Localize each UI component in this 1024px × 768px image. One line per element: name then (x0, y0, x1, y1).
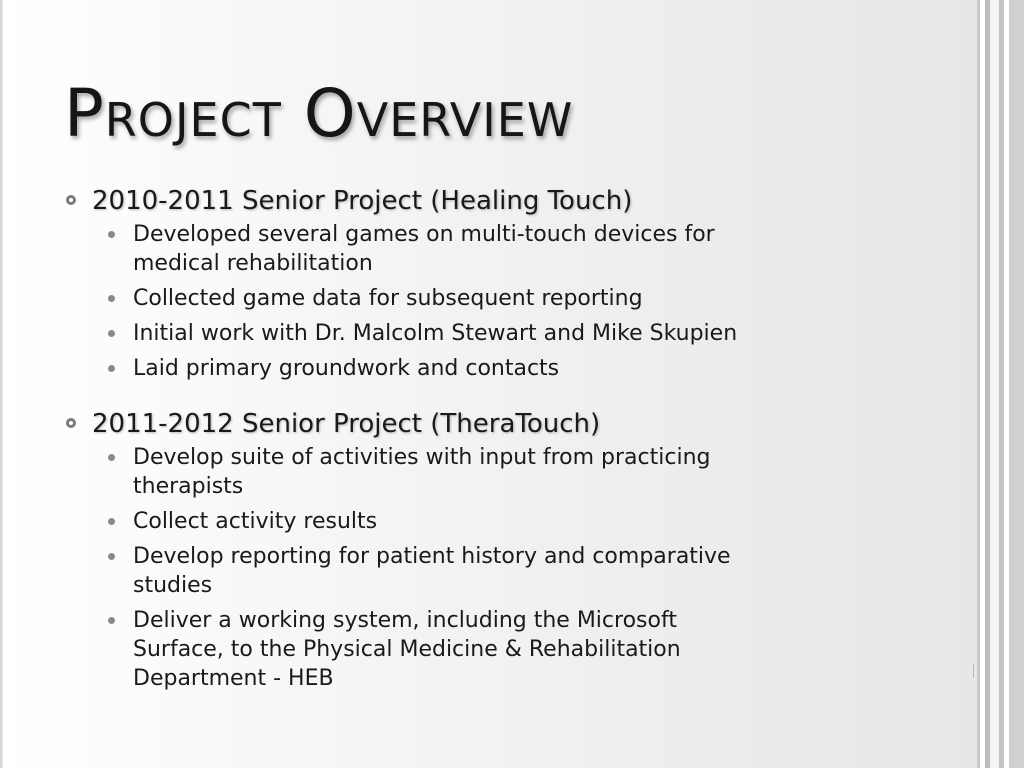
level2-list (64, 220, 864, 383)
filled-dot-bullet-icon (108, 365, 115, 372)
filled-dot-bullet-icon (108, 330, 115, 337)
bullet-text-line: therapists (133, 474, 244, 499)
level1-bullet (64, 407, 864, 441)
filled-dot-bullet-icon (108, 553, 115, 560)
frame-stripe (1009, 0, 1024, 768)
level2-bullet (64, 507, 864, 536)
bullet-section (64, 184, 864, 383)
bullet-text-line: Initial work with Dr. Malcolm Stewart and Mike Skupien (133, 321, 738, 346)
level2-bullet (64, 443, 864, 501)
level2-bullet (64, 319, 864, 348)
filled-dot-bullet-icon (108, 231, 115, 238)
section-heading: 2010-2011 Senior Project (Healing Touch) (92, 186, 633, 216)
frame-tick-mark (973, 664, 974, 678)
level2-bullet (64, 284, 864, 313)
filled-dot-bullet-icon (108, 454, 115, 461)
bullet-text-line: Collected game data for subsequent reporting (133, 286, 643, 311)
bullet-text-line: Develop suite of activities with input from practicing (133, 445, 711, 470)
level2-list (64, 443, 864, 693)
bullet-text-line: Develop reporting for patient history and comparative (133, 544, 731, 569)
right-frame-stripes (977, 0, 1024, 768)
bullet-text-line: Department - HEB (133, 666, 334, 691)
frame-stripe (990, 0, 999, 768)
slide-left-edge (0, 0, 3, 768)
bullet-text-line: studies (133, 573, 213, 598)
bullet-text-line: Developed several games on multi-touch devices for (133, 222, 715, 247)
level2-bullet (64, 220, 864, 278)
bullet-text-line: Deliver a working system, including the Microsoft (133, 608, 677, 633)
bullet-text-line: medical rehabilitation (133, 251, 373, 276)
section-heading: 2011-2012 Senior Project (TheraTouch) (92, 409, 601, 439)
bullet-section (64, 407, 864, 693)
level2-bullet (64, 542, 864, 600)
slide-title: Project Overview (64, 75, 574, 152)
hollow-circle-bullet-icon (66, 195, 76, 205)
slide-body (64, 184, 864, 717)
filled-dot-bullet-icon (108, 518, 115, 525)
hollow-circle-bullet-icon (66, 418, 76, 428)
bullet-text-line: Collect activity results (133, 509, 378, 534)
level2-bullet (64, 606, 864, 693)
filled-dot-bullet-icon (108, 295, 115, 302)
bullet-text-line: Laid primary groundwork and contacts (133, 356, 560, 381)
level2-bullet (64, 354, 864, 383)
bullet-text-line: Surface, to the Physical Medicine & Rehabilitation (133, 637, 681, 662)
level1-bullet (64, 184, 864, 218)
filled-dot-bullet-icon (108, 617, 115, 624)
